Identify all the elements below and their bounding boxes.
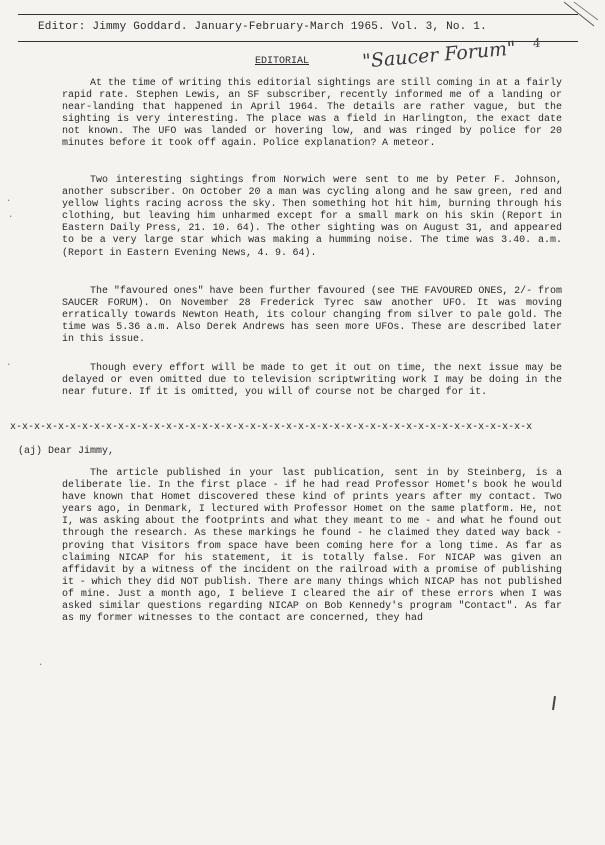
- margin-pen-stroke: [552, 696, 555, 710]
- editorial-paragraph-3: The "favoured ones" have been further favoured (see THE FAVOURED ONES, 2/- from SAUCER FORUM). On November 28 Frederick Tyrec saw another UFO. It was moving erratically towards Newton Heath, its colour changing from silver to pale gold. The time was 5.36 a.m. Also Derek Andrews has seen more UFOs. These are described later in this issue.: [62, 286, 562, 346]
- handwritten-title: "Saucer Forum": [361, 37, 517, 73]
- editorial-paragraph-1: At the time of writing this editorial sightings are still coming in at a fairly rapid rate. Stephen Lewis, an SF subscriber, recently informed me of a landing or near-landing that happened in April 1964. The details are rather vague, but the sighting is very interesting. The place was a field in Harlington, the exact date not known. The UFO was landed or hovering low, and was ringed by police for 20 minutes before it took off again. Police explanation? A meteor.: [62, 78, 562, 150]
- editorial-heading: EDITORIAL: [255, 56, 310, 67]
- margin-dot: ·: [38, 660, 44, 670]
- margin-dot: ·: [6, 360, 12, 370]
- editorial-paragraph-4: Though every effort will be made to get it out on time, the next issue may be delayed or even omitted due to television scriptwriting work I may be doing in the near future. If it is omitted, you will of course not be charged for it.: [62, 363, 562, 399]
- section-divider: x-x-x-x-x-x-x-x-x-x-x-x-x-x-x-x-x-x-x-x-x-x-x-x-x-x-x-x-x-x-x-x-x-x-x-x-x-x-x-x-x-x-x-x: [10, 422, 533, 433]
- margin-dot: ·: [6, 196, 12, 206]
- masthead-rule: [18, 14, 578, 42]
- editorial-paragraph-2: Two interesting sightings from Norwich were sent to me by Peter F. Johnson, another subscriber. On October 20 a man was cycling along and he saw green, red and yellow lights racing across the sky. Then something hot hit him, burning through his clothing, but leaving him unharmed except for a small mark on his skin (Report in Eastern Daily Press, 21. 10. 64). The other sighting was on August 31, and appeared to be a very large star which was making a humming noise. The time was 3.40. a.m. (Report in Eastern Evening News, 4. 9. 64).: [62, 175, 562, 259]
- letter-salutation: (aj) Dear Jimmy,: [18, 446, 115, 457]
- margin-dot: ·: [8, 212, 14, 222]
- letter-body: The article published in your last publication, sent in by Steinberg, is a deliberate lie. In the first place - if he had read Professor Homet's book he would have known that Homet discovered these kind of prints years after my contact. Two years ago, in Denmark, I lectured with Professor Homet on the same platform. He, not I, was asking about the footprints and what they meant to me - and what he found out through the research. As these markings he found - he claimed they dated way back - proving that Visitors from space have been coming here for a long time. As far as claiming NICAP for his statement, it is totally false. For NICAP was given an affidavit by a witness of the incident on the railroad with a promise of publishing it - which they did NOT publish. There are many things which NICAP has not published of mine. Just a month ago, I believe I cleared the air of these errors when I was asked similar questions regarding NICAP on Bob Kennedy's program "Contact". As far as my former witnesses to the contact are concerned, they had: [62, 468, 562, 625]
- masthead-text: Editor: Jimmy Goddard. January-February-March 1965. Vol. 3, No. 1.: [38, 21, 487, 33]
- handwritten-number: 4: [531, 35, 542, 51]
